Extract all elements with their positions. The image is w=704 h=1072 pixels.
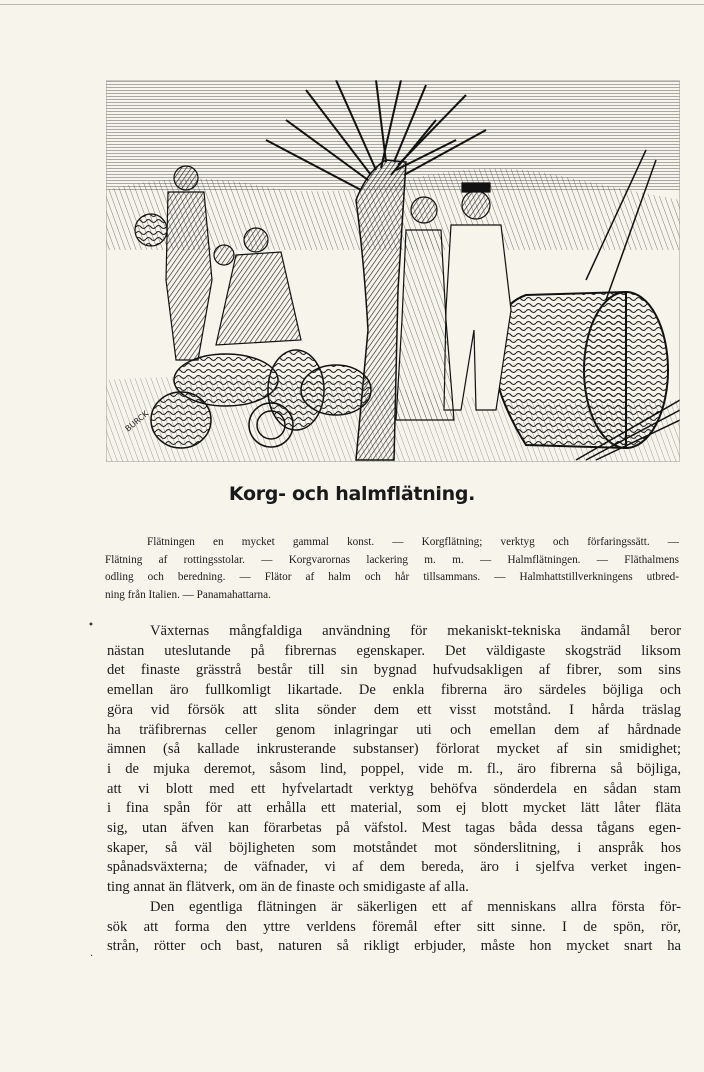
paragraph-line: ting annat än flätverk, om än de finaste och smidigaste af alla. [107, 879, 469, 896]
paragraph-line: strån, rötter och bast, naturen så rikligt erbjuder, måste hon mycket snart ha [107, 938, 681, 955]
margin-dot: . [90, 948, 94, 959]
paragraph-line: ämnen (så kallade inkrusterande substanser) förlorat mycket af sin smidighet; [107, 741, 681, 758]
paragraph-line: i fina spån för att erhålla ett material, som ej blott mycket lätt låter fläta [107, 800, 681, 817]
paragraph-line: Den egentliga flätningen är säkerligen ett af menniskans allra första för- [150, 898, 681, 915]
margin-dot: • [88, 620, 94, 631]
engraving-illustration [106, 80, 680, 462]
illustration-svg [106, 80, 680, 462]
paragraph-line: skaper, så väl böjligheten som motståndet mot sönderslitning, i anspråk hos [107, 839, 681, 856]
paragraph-line: det finaste grässtrå består till sin bygnad hufvudsakligen af fibrer, som sins [107, 662, 681, 679]
chapter-summary [105, 534, 679, 604]
paragraph-line: ha träfibrernas celler genom inlagringar uti och emellan dem af hårdnade [107, 721, 681, 738]
paragraph-line: göra vid försök att slita sönder dem ett visst motstånd. I hårda träslag [107, 701, 681, 718]
top-rule [0, 4, 704, 5]
summary-line: odling och beredning. — Flätor af halm och hår tillsammans. — Halmhattstillverkningens utbred- [105, 571, 679, 583]
summary-line: Flätningen en mycket gammal konst. — Korgflätning; verktyg och förfaringssätt. — [147, 536, 679, 548]
paragraph-line: i de mjuka deremot, såsom lind, poppel, vide m. fl., äro fibrerna så böjliga, [107, 760, 681, 777]
paragraph-line: sig, utan äfven kan förarbetas på väfstol. Mest tagas båda dessa tågans egen- [107, 820, 681, 837]
engraver-signature: BURCK [123, 409, 151, 434]
paragraph-line: Växternas mångfaldiga användning för mekaniskt-tekniska ändamål beror [150, 623, 681, 639]
paragraph-line: spånadsväxterna; de väfnader, vi af dem bereda, äro i sjelfva verket ingen- [107, 859, 681, 876]
paragraph-line: emellan äro fullkomligt likartade. De enkla fibrerna äro särdeles böjliga och [107, 682, 681, 699]
paragraph-line: att vi blott med ett hyfvelartadt verktyg behöfva sönderdela en sådan stam [107, 780, 681, 797]
body-text [107, 622, 681, 957]
summary-line: ning från Italien. — Panamahattarna. [105, 588, 271, 601]
summary-line: Flätning af rottingsstolar. — Korgvarornas lackering m. m. — Halmflätningen. — Fläthalmens [105, 553, 679, 566]
paragraph-line: sök att forma den yttre verldens föremål efter sitt sinne. I de spön, rör, [107, 918, 681, 935]
paragraph-line: nästan uteslutande på fibrernas egenskaper. Det väldigaste skogsträd liksom [107, 642, 681, 659]
chapter-title: Korg- och halmflätning. [228, 483, 476, 505]
large-basket [494, 292, 668, 448]
